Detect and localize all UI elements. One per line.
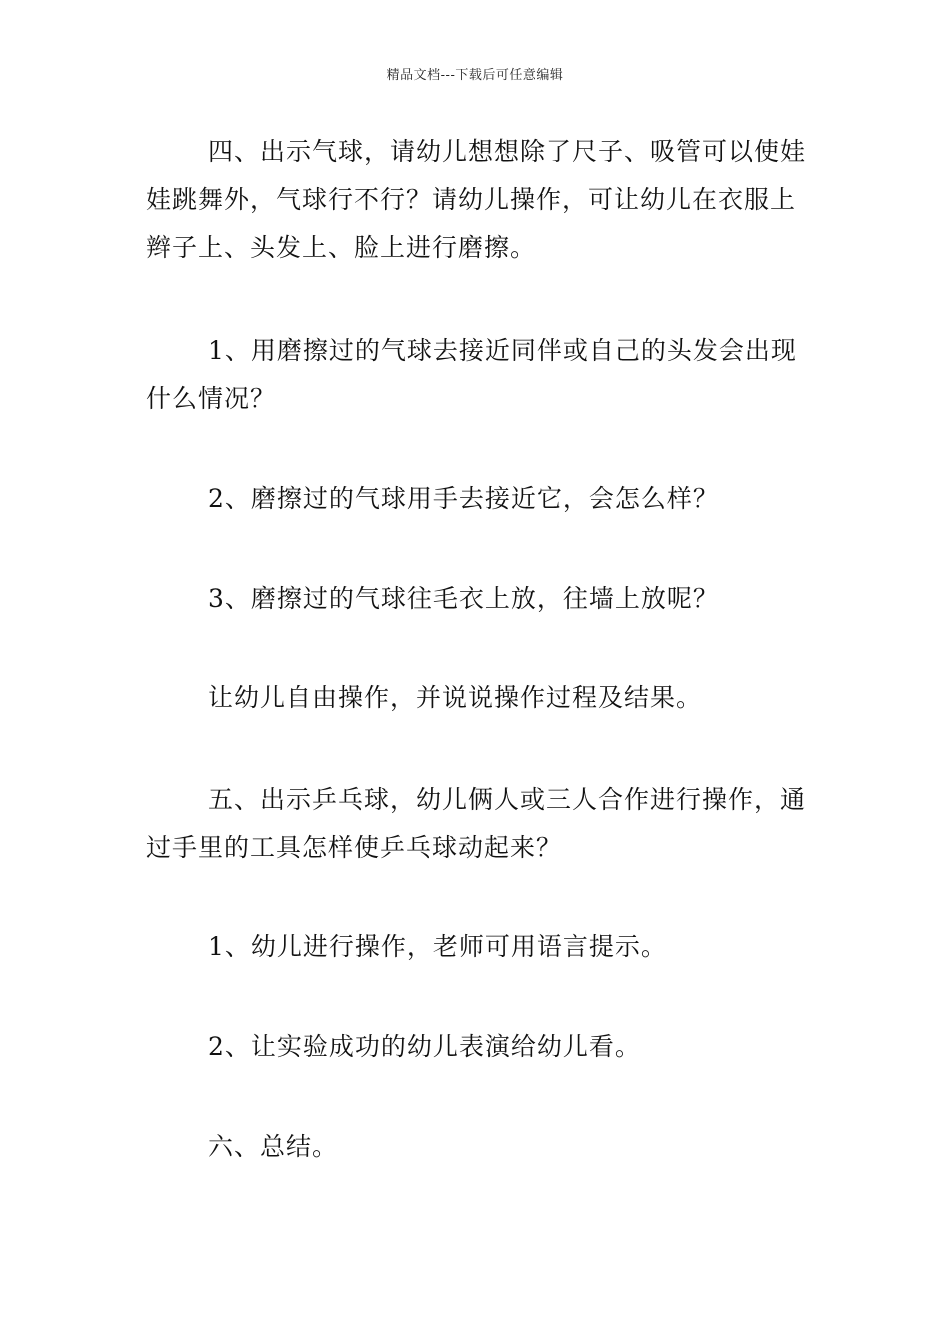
paragraph-pingpong-intro: 五、出示乒乓球，幼儿俩人或三人合作进行操作，通过手里的工具怎样使乒乓球动起来？: [146, 785, 807, 862]
page-header: 精品文档---下载后可任意编辑: [386, 68, 564, 83]
paragraph-step-1: 1、幼儿进行操作，老师可用语言提示。: [208, 932, 667, 961]
paragraph-question-1: 1、用磨擦过的气球去接近同伴或自己的头发会出现什么情况？: [146, 336, 797, 413]
paragraph-free-operation: 让幼儿自由操作，并说说操作过程及结果。: [208, 683, 703, 712]
paragraph-question-2: 2、磨擦过的气球用手去接近它，会怎么样？: [208, 484, 719, 513]
paragraph-question-3: 3、磨擦过的气球往毛衣上放，往墙上放呢？: [208, 584, 719, 613]
paragraph-balloon-intro: 四、出示气球，请幼儿想想除了尺子、吸管可以使娃娃跳舞外，气球行不行？请幼儿操作，可让幼儿在衣服上辫子上、头发上、脸上进行磨擦。: [146, 137, 807, 262]
paragraph-summary: 六、总结。: [208, 1132, 339, 1161]
paragraph-step-2: 2、让实验成功的幼儿表演给幼儿看。: [208, 1032, 641, 1061]
